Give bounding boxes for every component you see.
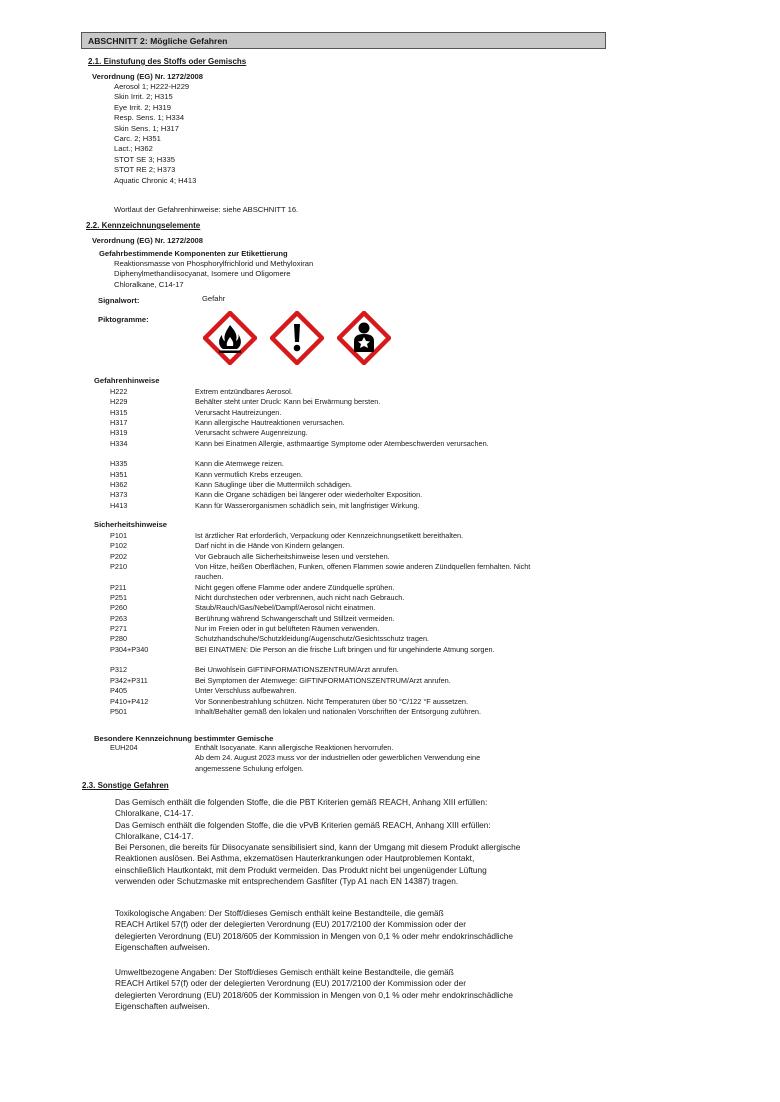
classification-item: Skin Sens. 1; H317 [114,123,180,133]
statement-text: Nicht durchstechen oder verbrennen, auch nicht nach Gebrauch. [195,593,405,603]
special-labelling-text [195,743,480,774]
statement-code: H229 [110,397,128,407]
paragraph-line: Bei Personen, die bereits für Diisocyanate sensibilisiert sind, kann der Umgang mit diesem Produkt allergische [115,842,521,853]
statement-code: P304+P340 [110,644,149,654]
statement-code: H319 [110,428,128,438]
section-header: ABSCHNITT 2: Mögliche Gefahren [81,32,606,49]
statement-text: Kann bei Einatmen Allergie, asthmaartige Symptome oder Atembeschwerden verursachen. [195,438,489,448]
statement-code: H222 [110,387,128,396]
paragraph-line: einschließlich Hautkontakt, mit dem Produkt vermeiden. Das Produkt nicht bei ungenügender Lüftung [115,864,487,875]
pbt-vpvb-paragraph [115,797,593,887]
classification-item: STOT SE 3; H335 [114,154,175,164]
statement-text: Bei Unwohlsein GIFTINFORMATIONSZENTRUM/Arzt anrufen. [195,665,399,675]
paragraph-line: Das Gemisch enthält die folgenden Stoffe, die die PBT Kriterien gemäß REACH, Anhang XIII erfüllen: [115,797,488,807]
statement-code: H373 [110,490,128,500]
statement-code: H315 [110,407,128,417]
subsection-2-1-heading: 2.1. Einstufung des Stoffs oder Gemischs [88,57,247,66]
statement-text: Kann für Wasserorganismen schädlich sein, mit langfristiger Wirkung. [195,500,420,510]
statement-text: Nur im Freien oder in gut belüfteten Räumen verwenden. [195,624,380,634]
special-text-line: Enthält Isocyanate. Kann allergische Reaktionen hervorrufen. [195,743,394,752]
statement-text: Behälter steht unter Druck: Kann bei Erwärmung bersten. [195,397,381,407]
statement-text: Verursacht schwere Augenreizung. [195,428,308,438]
special-code: EUH204 [110,743,138,752]
paragraph-line: Chloralkane, C14-17. [115,830,194,841]
statement-code: P405 [110,686,128,696]
statement-text: BEI EINATMEN: Die Person an die frische Luft bringen und für ungehinderte Atmung sorgen. [195,644,495,654]
special-text-line: Ab dem 24. August 2023 muss vor der industriellen oder gewerblichen Verwendung eine [195,753,481,763]
paragraph-line: verwenden oder Schutzmaske mit entsprechendem Gasfilter (Typ A1 nach EN 14387) tragen. [115,876,459,887]
statement-text: Kann die Atemwege reizen. [195,459,284,469]
statement-text: Kann die Organe schädigen bei längerer oder wiederholter Exposition. [195,490,423,500]
statement-text: Staub/Rauch/Gas/Nebel/Dampf/Aerosol nicht einatmen. [195,603,376,613]
classification-item: Eye Irrit. 2; H319 [114,102,171,112]
paragraph-line: delegierten Verordnung (EU) 2018/605 der Kommission in Mengen von 0,1 % oder mehr endokrinschädliche [115,989,514,1000]
statement-code: P263 [110,613,128,623]
component-item: Diphenylmethandiisocyanat, Isomere und Oligomere [114,269,291,279]
health-hazard-icon [337,311,391,365]
special-text-line: angemessene Schulung erfolgen. [195,763,304,773]
statement-text: Ist ärztlicher Rat erforderlich, Verpackung oder Kennzeichnungsetikett bereithalten. [195,531,464,540]
regulation-label-2: Verordnung (EG) Nr. 1272/2008 [92,236,203,245]
paragraph-line: Umweltbezogene Angaben: Der Stoff/dieses Gemisch enthält keine Bestandteile, die gemäß [115,967,454,977]
statement-text: Von Hitze, heißen Oberflächen, Funken, offenen Flammen sowie anderen Zündquellen fernhalten. Nicht rauchen. [195,562,531,582]
paragraph-line: Reaktionen auslösen. Bei Asthma, ekzematösen Hauterkrankungen oder Hautproblemen Kontakt, [115,853,475,864]
subsection-2-3-heading: 2.3. Sonstige Gefahren [82,781,169,790]
toxicological-paragraph [115,908,593,953]
statement-code: H335 [110,459,128,469]
classification-item: Aerosol 1; H222-H229 [114,82,190,91]
paragraph-line: Eigenschaften aufweisen. [115,1000,210,1011]
component-item: Chloralkane, C14-17 [114,279,184,289]
statement-text: Berührung während Schwangerschaft und Stillzeit vermeiden. [195,613,395,623]
wording-note: Wortlaut der Gefahrenhinweise: siehe ABSCHNITT 16. [114,205,299,214]
hazard-statements-label: Gefahrenhinweise [94,376,160,385]
statement-text: Extrem entzündbares Aerosol. [195,387,293,396]
regulation-label: Verordnung (EG) Nr. 1272/2008 [92,72,203,81]
classification-item: Resp. Sens. 1; H334 [114,113,185,123]
paragraph-line: Eigenschaften aufweisen. [115,941,210,952]
precautionary-statements-label: Sicherheitshinweise [94,520,168,529]
statement-code: P312 [110,665,128,675]
statement-text: Kann vermutlich Krebs erzeugen. [195,469,303,479]
classification-list [114,82,196,186]
pictograms-label: Piktogramme: [98,315,149,324]
statement-code: H317 [110,418,128,428]
statement-code: P501 [110,706,128,716]
classification-item: Lact.; H362 [114,144,153,154]
classification-item: Skin Irrit. 2; H315 [114,92,173,102]
components-label: Gefahrbestimmende Komponenten zur Etikettierung [99,249,288,258]
statement-code: H362 [110,480,128,490]
statement-text: Vor Sonnenbestrahlung schützen. Nicht Temperaturen über 50 °C/122 °F aussetzen. [195,696,469,706]
statement-code: P101 [110,531,128,540]
statement-text: Bei Symptomen der Atemwege: GIFTINFORMATIONSZENTRUM/Arzt anrufen. [195,675,451,685]
statement-code: P210 [110,562,128,572]
statement-text: Inhalt/Behälter gemäß den lokalen und nationalen Vorschriften der Entsorgung zuführen. [195,706,481,716]
statement-text: Verursacht Hautreizungen. [195,407,282,417]
components-list [114,259,313,290]
statement-code: P202 [110,551,128,561]
paragraph-line: REACH Artikel 57(f) oder der delegierten Verordnung (EU) 2017/2100 der Kommission oder der [115,919,466,930]
statement-text: Unter Verschluss aufbewahren. [195,686,297,696]
statement-code: P271 [110,624,128,634]
subsection-2-2-heading: 2.2. Kennzeichnungselemente [86,221,201,230]
statement-code: P211 [110,582,127,592]
classification-item: STOT RE 2; H373 [114,165,176,175]
statement-text: Vor Gebrauch alle Sicherheitshinweise lesen und verstehen. [195,551,390,561]
statement-code: P102 [110,541,128,551]
classification-item: Carc. 2; H351 [114,134,161,144]
classification-item: Aquatic Chronic 4; H413 [114,175,197,185]
statement-code: P410+P412 [110,696,149,706]
paragraph-line: Chloralkane, C14-17. [115,808,194,819]
statement-text: Kann Säuglinge über die Muttermilch schädigen. [195,480,352,490]
exclamation-mark-icon [270,311,324,365]
statement-text: Darf nicht in die Hände von Kindern gelangen. [195,541,345,551]
statement-text: Kann allergische Hautreaktionen verursachen. [195,418,345,428]
statement-code: H413 [110,500,128,510]
statement-code: H334 [110,438,128,448]
flame-icon [203,311,257,365]
signal-word-label: Signalwort: [98,296,140,305]
paragraph-line: Toxikologische Angaben: Der Stoff/dieses Gemisch enthält keine Bestandteile, die gemäß [115,908,444,918]
paragraph-line: REACH Artikel 57(f) oder der delegierten Verordnung (EU) 2017/2100 der Kommission oder der [115,978,466,989]
statement-code: P280 [110,634,128,644]
statement-code: P342+P311 [110,675,148,685]
paragraph-line: delegierten Verordnung (EU) 2018/605 der Kommission in Mengen von 0,1 % oder mehr endokrinschädliche [115,930,514,941]
signal-word-value: Gefahr [202,294,226,303]
statement-code: P251 [110,593,128,603]
paragraph-line: Das Gemisch enthält die folgenden Stoffe, die die vPvB Kriterien gemäß REACH, Anhang XIII erfüllen: [115,819,491,830]
statement-code: P260 [110,603,128,613]
statement-text: Nicht gegen offene Flamme oder andere Zündquelle sprühen. [195,582,395,592]
special-labelling-label: Besondere Kennzeichnung bestimmter Gemische [94,734,274,743]
environmental-paragraph [115,967,593,1012]
statement-code: H351 [110,469,128,479]
statement-text: Schutzhandschuhe/Schutzkleidung/Augenschutz/Gesichtsschutz tragen. [195,634,430,644]
component-item: Reaktionsmasse von Phosphorylfrichlorid und Methyloxiran [114,259,314,268]
